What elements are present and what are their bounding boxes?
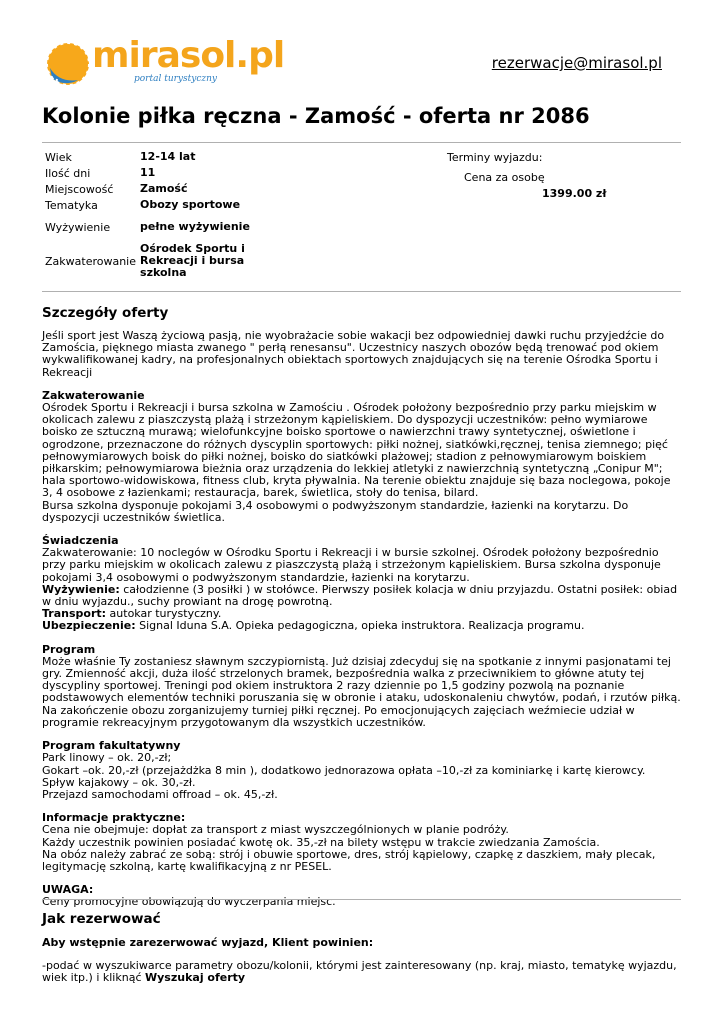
logo-tagline: portal turystyczny <box>134 74 217 84</box>
divider <box>42 142 681 143</box>
sun-icon <box>42 38 94 90</box>
info-label: Tematyka <box>45 198 98 212</box>
practical-info-title: Informacje praktyczne: <box>42 811 186 825</box>
info-value: Zamość <box>140 182 188 195</box>
intro-text: Jeśli sport jest Waszą życiową pasją, nie wyobrażacie sobie wakacji bez odpowiedniej dawki ruchu przyjedźcie do Zamościa, pięknego miasta zwanego " perłą renesansu". Uczestnicy naszych obozów będą trenować pod okiem wykwalifikowanej kadry, na profesjonalnych obiektach sportowych znajdujących się na terenie Ośrodka Sportu i Rekreacji <box>42 329 665 379</box>
booking-section <box>42 937 684 985</box>
program-text: Może właśnie Ty zostaniesz sławnym szczypiornistą. Już dzisiaj zdecyduj się na spotkanie z innymi pasjonatami tej gry. Zmienność akcji, duża ilość strzelonych bramek, bezpośrednia walka z przeciwnikiem to główne atuty tej dyscypliny sportowej. Treningi pod okiem instruktora 2 razy dziennie po 1,5 godziny pozwolą na poznanie podstawowych elementów techniki poruszania się w obronie i ataku, udoskonaleniu chwytów, podań, i rzutów piłką. Na zakończenie obozu zorganizujemy turniej piłki ręcznej. Po emocjonujących zajęciach weźmiecie udział w programie rekreacyjnym przygotowanym dla wszystkich uczestników. <box>42 654 681 729</box>
notice-title: UWAGA: <box>42 883 94 897</box>
terms-label: Terminy wyjazdu: <box>447 151 543 164</box>
info-row <box>43 197 252 213</box>
practical-info-item: Na obóz należy zabrać ze sobą: strój i obuwie sportowe, dres, strój kąpielowy, czapkę z daszkiem, mały plecak, legitymację szkolną, kartę kwalifikacyjną z nr PESEL. <box>42 847 656 873</box>
meals-line <box>42 584 684 608</box>
mirasol-logo[interactable] <box>42 34 285 92</box>
offer-details <box>42 330 684 909</box>
meals-label: Wyżywienie: <box>42 582 120 596</box>
info-label: Wiek <box>45 150 72 164</box>
logo-wordmark <box>92 34 284 78</box>
services-text: Zakwaterowanie: 10 noclegów w Ośrodku Sportu i Rekreacji i w bursie szkolnej. Ośrodek położony bezpośrednio przy parku miejskim w okolicach zalewu z piaszczystą plażą i strzeżonym kąpieliskiem. Bursa szkolna dysponuje pokojami 3,4 osobowymi o podwyższonym standardzie, łazienki na korytarzu. <box>42 546 661 584</box>
meals-text: całodzienne (3 posiłki ) w stołówce. Pierwszy posiłek kolacja w dniu przyjazdu. Ostatni posiłek: obiad w dniu wyjazdu., suchy prowiant na drogę powrotną. <box>42 582 678 609</box>
info-row <box>43 165 252 181</box>
offer-info-table <box>43 149 252 281</box>
accommodation-text: Ośrodek Sportu i Rekreacji i bursa szkolna w Zamościu . Ośrodek położony bezpośrednio przy parku miejskim w okolicach zalewu z piaszczystą plażą i strzeżonym kąpieliskiem. Do dyspozycji uczestników: pełno wymiarowe boisko ze sztuczną murawą; wielofunkcyjne boisko sportowe o nawierzchni trawy syntetycznej, oświetlone i ogrodzone, przeznaczone do różnych dyscyplin sportowych: piłki nożnej, siatkówki,ręcznej, tenisa ziemnego; pięć pełnowymiarowych boisk do piłki nożnej, boisko do siatkówki plażowej; stadion z pełnowymiarowym boiskiem piłkarskim; pełnowymiarowa bieżnia oraz urządzenia do lekkiej atletyki z nawierzchnią syntetyczną „Conipur M"; hala sportowo-widowiskowa, fitness club, kryta pływalnia. Na terenie obiektu znajduje się baza noclegowa, pokoje 3, 4 osobowe z łazienkami; restauracja, barek, świetlica, stoły do tenisa, bilard. <box>42 401 671 500</box>
practical-info-item: Cena nie obejmuje: dopłat za transport z miast wyszczególnionych w planie podróży. <box>42 823 509 837</box>
logo-domain: .pl <box>235 35 285 76</box>
insurance-line <box>42 620 684 632</box>
booking-subtitle <box>42 937 684 949</box>
booking-subtitle-text: Aby wstępnie zarezerwować wyjazd, Klient powinien: <box>42 936 374 949</box>
services-title: Świadczenia <box>42 534 119 548</box>
info-label: Wyżywienie <box>45 220 111 234</box>
program-title: Program <box>42 642 96 656</box>
info-row <box>43 213 252 241</box>
info-label: Ilość dni <box>45 166 91 180</box>
details-heading: Szczegóły oferty <box>42 305 169 321</box>
accommodation-text-2: Bursa szkolna dysponuje pokojami 3,4 osobowymi o podwyższonym standardzie, łazienki na korytarzu. Do dyspozycji uczestników świetlica. <box>42 498 629 524</box>
optional-item: Gokart –ok. 20,-zł (przejażdżka 8 min ), dodatkowo jednorazowa opłata –10,-zł za kominiarkę i kartę kierowcy. <box>42 763 646 777</box>
price-label: Cena za osobę <box>464 171 545 184</box>
logo-name: mirasol <box>92 35 236 76</box>
insurance-text: Signal Iduna S.A. Opieka pedagogiczna, opieka instruktora. Realizacja programu. <box>135 619 585 633</box>
price-value: 1399.00 zł <box>542 187 607 200</box>
transport-text: autokar turystyczny. <box>106 607 222 621</box>
divider <box>42 291 681 292</box>
optional-item: Przejazd samochodami offroad – ok. 45,-zł. <box>42 787 278 801</box>
divider <box>42 899 681 900</box>
info-row <box>43 149 252 165</box>
info-label: Miejscowość <box>45 182 114 196</box>
practical-info-item: Każdy uczestnik powinien posiadać kwotę ok. 35,-zł na bilety wstępu w trakcie zwiedzania Zamościa. <box>42 835 600 849</box>
page-title: Kolonie piłka ręczna - Zamość - oferta nr 2086 <box>42 104 590 128</box>
info-value: 12-14 lat <box>140 150 196 163</box>
booking-step <box>42 960 684 984</box>
booking-heading: Jak rezerwować <box>42 911 161 927</box>
info-row <box>43 181 252 197</box>
notice-text: Ceny promocyjne obowiązują do wyczerpania miejsc. <box>42 895 336 909</box>
info-value: Ośrodek Sportu i Rekreacji i bursa szkolna <box>140 242 245 279</box>
booking-step-text: -podać w wyszukiwarce parametry obozu/kolonii, którymi jest zainteresowany (np. kraj, miasto, tematykę wyjazdu, wiek itp.) i kliknąć <box>42 959 677 985</box>
info-value: 11 <box>140 166 156 179</box>
email-link[interactable]: rezerwacje@mirasol.pl <box>491 54 662 72</box>
insurance-label: Ubezpieczenie: <box>42 619 136 633</box>
optional-item: Park linowy – ok. 20,-zł; <box>42 751 172 765</box>
transport-label: Transport: <box>42 607 107 621</box>
optional-program-title: Program fakultatywny <box>42 739 181 753</box>
optional-item: Spływ kajakowy – ok. 30,-zł. <box>42 775 196 789</box>
info-row <box>43 241 252 281</box>
info-label: Zakwaterowanie <box>45 254 137 268</box>
info-value: pełne wyżywienie <box>140 220 250 233</box>
accommodation-title: Zakwaterowanie <box>42 388 145 402</box>
search-offers-link[interactable]: Wyszukaj oferty <box>145 971 246 985</box>
info-value: Obozy sportowe <box>140 198 241 211</box>
